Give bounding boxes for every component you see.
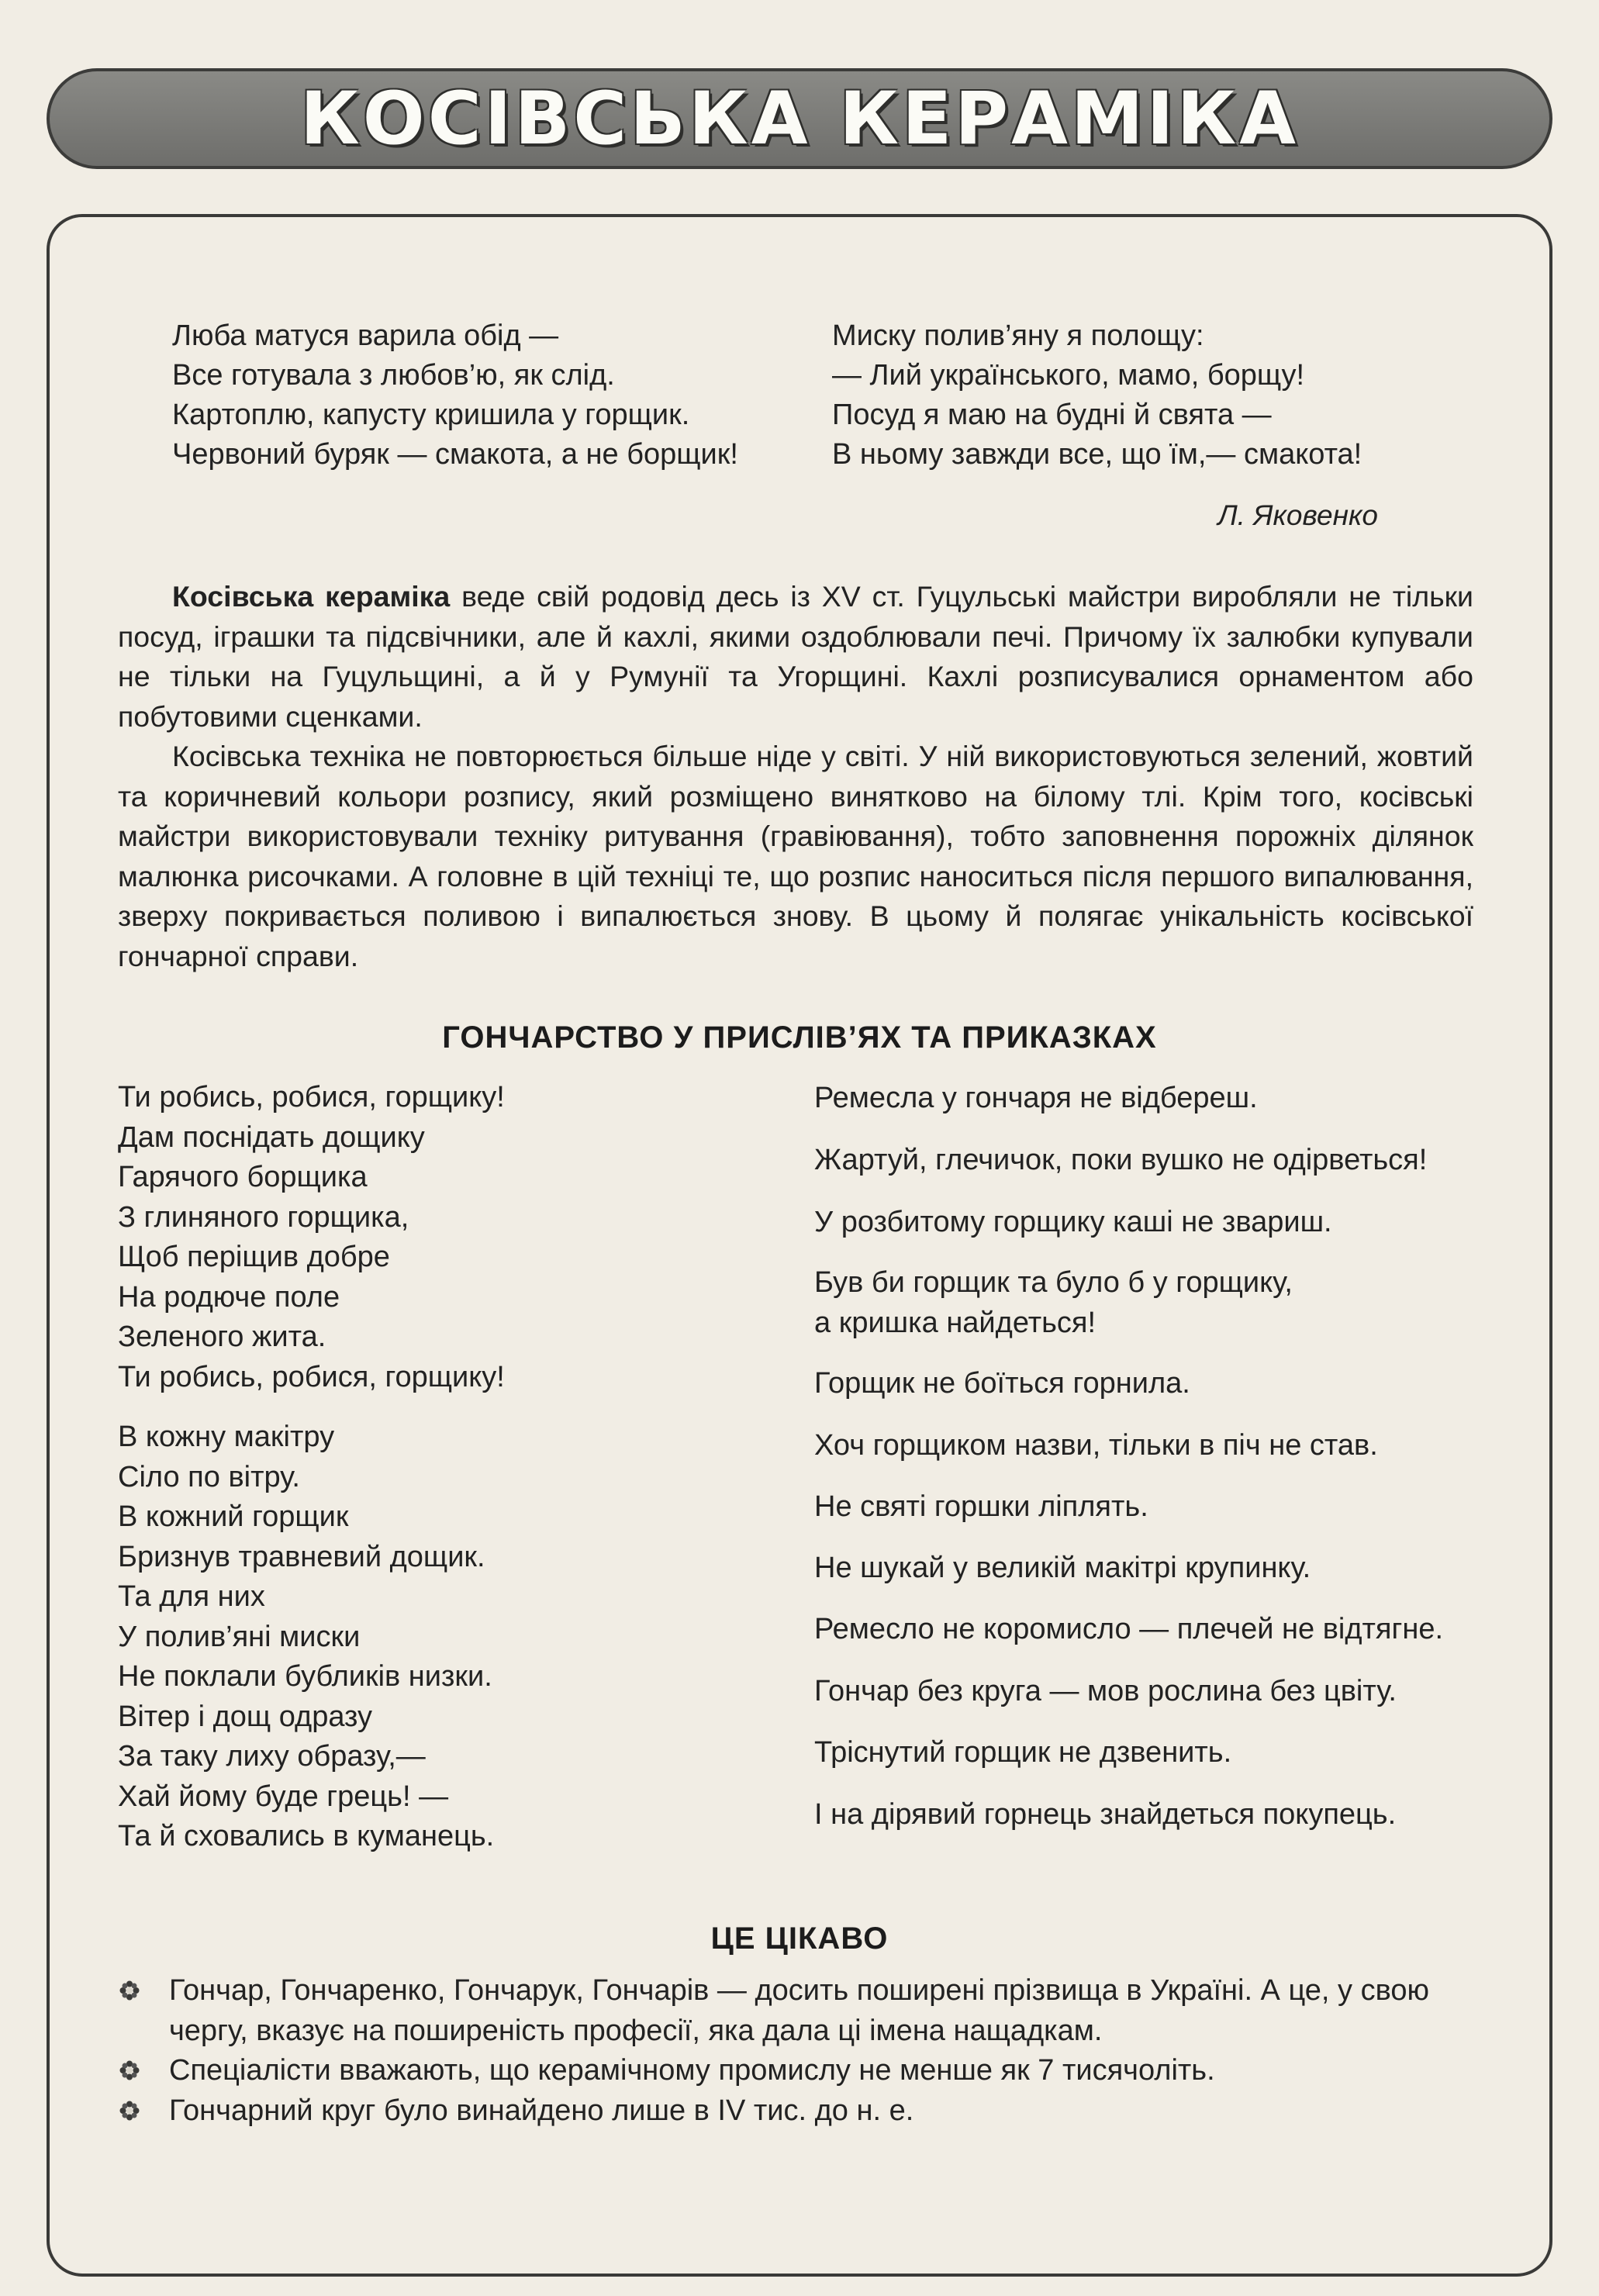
poem-line: Миску полив’яну я полощу: [832, 319, 1204, 352]
poem-line: Все готувала з любов’ю, як слід. [172, 359, 615, 392]
song-line: В кожну макітру [118, 1421, 335, 1453]
poem-line: В ньому завжди все, що їм,— смакота! [832, 438, 1362, 471]
proverb: Не святі горшки ліплять. [814, 1490, 1148, 1523]
song-line: Щоб періщив добре [118, 1241, 390, 1273]
proverb: Жартуй, глечичок, поки вушко не одірветься! [814, 1144, 1428, 1176]
poem-left-column [172, 316, 738, 475]
proverb: Не шукай у великій макітрі крупинку. [814, 1552, 1311, 1584]
fact-item [118, 2091, 1475, 2132]
song-line: З глиняного горщика, [118, 1200, 409, 1234]
fact-text: Гончарний круг було винайдено лише в IV тис. до н. е. [169, 2094, 914, 2127]
song-line: Та для них [118, 1580, 265, 1613]
proverb: Горщик не боїться горнила. [814, 1367, 1190, 1400]
facts-section-title: ЦЕ ЦІКАВО [710, 1921, 889, 1956]
fact-text: Гончар, Гончаренко, Гончарук, Гончарів — досить поширені прізвища в Україні. А це, у свою чергу, вказує на поширеність професії, яка дала ці імена нащадкам. [169, 1974, 1430, 2047]
song-line: За таку лиху образу,— [118, 1740, 426, 1773]
proverb: Гончар без круга — мов рослина без цвіту. [814, 1675, 1397, 1707]
song-line: Хай йому буде грець! — [118, 1780, 449, 1813]
proverb: Ремесло не коромисло — плечей не відтягне. [814, 1613, 1444, 1645]
proverb: Хоч горщиком назви, тільки в піч не став. [814, 1429, 1378, 1462]
song-line: Не поклали бубликів низки. [118, 1660, 492, 1693]
paragraph-text: веде свій родовід десь із XV ст. Гуцульські майстри виробляли не тільки посуд, іграшки та підсвічники, але й кахлі, якими оздоблювали печі. Причому їх залюбки купували не тільки на Гуцульщині, а й у Румунії та Угорщині. Кахлі розписувалися орнаментом або побутовими сценками. [118, 580, 1473, 733]
song-line: Вітер і дощ одразу [118, 1700, 373, 1733]
fact-item [118, 1971, 1475, 2051]
poem-line: Люба матуся варила обід — [172, 319, 559, 352]
poem-author: Л. Яковенко [1217, 499, 1378, 531]
poem-line: Посуд я маю на будні й свята — [832, 399, 1272, 431]
flower-bullet-icon [119, 1980, 140, 2001]
proverb: Ремесла у гончаря не відбереш. [814, 1082, 1258, 1114]
proverb: І на дірявий горнець знайдеться покупець. [814, 1798, 1397, 1831]
proverb: Був би горщик та було б у горщику, [814, 1266, 1293, 1299]
proverb: Тріснутий горщик не дзвенить. [814, 1736, 1232, 1769]
song-line: У полив’яні миски [118, 1620, 361, 1653]
song-line: На родюче поле [118, 1280, 340, 1314]
song-line: Сіло по вітру. [118, 1460, 300, 1493]
poem-line: Червоний буряк — смакота, а не борщик! [172, 438, 738, 471]
song-line: Та й сховались в куманець. [118, 1820, 495, 1852]
song-line: Дам поснідать дощику [118, 1120, 425, 1154]
title-banner [47, 68, 1552, 169]
proverbs-section-title: ГОНЧАРСТВО У ПРИСЛІВ’ЯХ ТА ПРИКАЗКАХ [442, 1020, 1157, 1055]
fact-text: Спеціалісти вважають, що керамічному промислу не менше як 7 тисячоліть. [169, 2054, 1215, 2087]
history-paragraph-2: Косівська техніка не повторюється більше ніде у світі. У ній використовуються зелений, жовтий та коричневий кольори розпису, який розміщено винятково на білому тлі. Крім того, косівські майстри використовували техніку ритування (гравіювання), тобто заповнення порожніх ділянок малюнка рисочками. А головне в цій техніці те, що розпис наноситься після першого випалювання, зверху покривається поливою і випалюється знову. В цьому й полягає унікальність косівської гончарної справи. [118, 740, 1473, 972]
history-paragraph-1 [118, 577, 1473, 737]
song-stanza-2 [118, 1417, 494, 1857]
song-line: Бризнув травневий дощик. [118, 1540, 485, 1573]
song-line: Зеленого жита. [118, 1321, 326, 1353]
flower-bullet-icon [119, 2101, 140, 2121]
history-text [118, 577, 1473, 976]
facts-list [118, 1971, 1475, 2131]
poem-line: Картоплю, капусту кришила у горщик. [172, 399, 690, 431]
poem-right-column [832, 316, 1362, 475]
flower-bullet-icon [119, 2060, 140, 2080]
song-line: Ти робись, робися, горщику! [118, 1360, 505, 1393]
song-line: В кожний горщик [118, 1500, 349, 1533]
song-line: Гарячого борщика [118, 1161, 368, 1193]
poem-line: — Лий українського, мамо, борщу! [832, 359, 1305, 392]
song-stanza-1 [118, 1078, 505, 1397]
proverb: а кришка найдеться! [814, 1307, 1097, 1339]
song-line: Ти робись, робися, горщику! [118, 1081, 505, 1113]
page-title: КОСІВСЬКА КЕРАМІКА [299, 76, 1300, 161]
proverb: У розбитому горщику каші не звариш. [814, 1206, 1332, 1238]
fact-item [118, 2051, 1475, 2091]
term-bold: Косівська кераміка [172, 580, 451, 613]
